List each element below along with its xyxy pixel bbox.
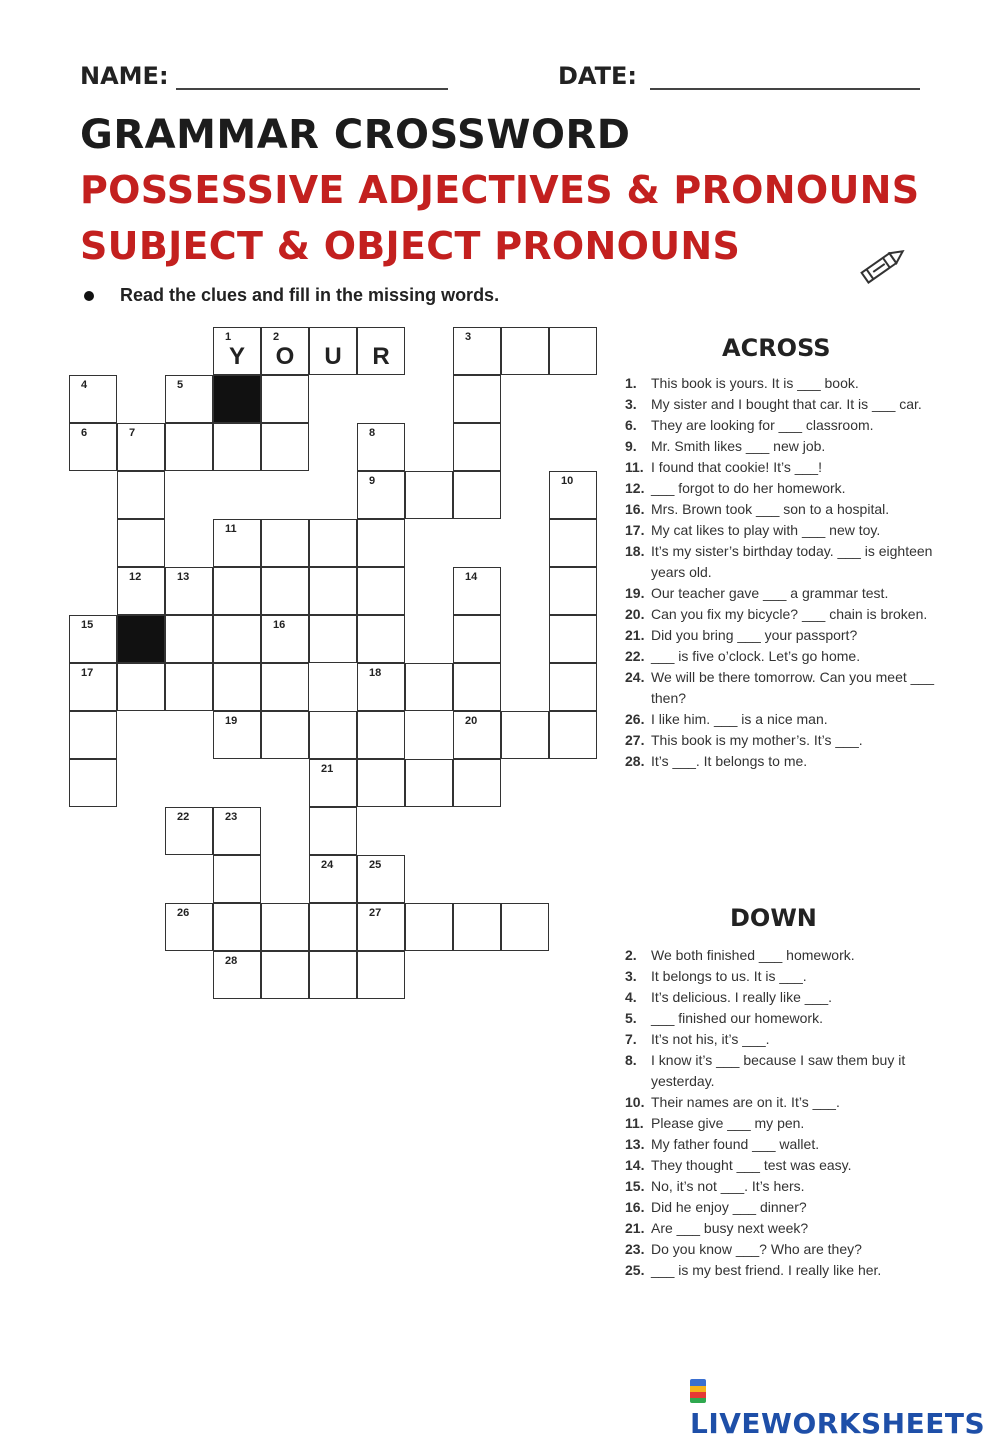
crossword-cell[interactable] [309, 567, 357, 615]
crossword-cell[interactable] [405, 471, 453, 519]
cell-number: 6 [81, 427, 88, 439]
crossword-cell[interactable] [165, 423, 213, 471]
crossword-cell[interactable] [69, 375, 117, 423]
clue-number: 2. [625, 947, 637, 963]
crossword-cell[interactable] [261, 951, 309, 999]
cell-number: 24 [321, 859, 334, 871]
crossword-cell[interactable] [213, 663, 261, 711]
across-clue [625, 457, 935, 478]
clue-text: This book is yours. It is ___ book. [651, 375, 859, 391]
across-clue-list [625, 373, 935, 772]
clue-text: It’s delicious. I really like ___. [651, 989, 833, 1005]
across-clue [625, 583, 935, 604]
clue-text: It’s ___. It belongs to me. [651, 753, 808, 769]
clue-text: We will be there tomorrow. Can you meet ___ then? [651, 669, 934, 706]
crossword-cell[interactable] [117, 519, 165, 567]
clue-text: Did you bring ___ your passport? [651, 627, 858, 643]
crossword-cell[interactable] [309, 615, 357, 663]
cell-number: 12 [129, 571, 142, 583]
crossword-cell[interactable] [69, 759, 117, 807]
across-clue [625, 625, 935, 646]
crossword-cell[interactable] [453, 663, 501, 711]
down-clue [625, 945, 935, 966]
crossword-cell[interactable] [69, 711, 117, 759]
crossword-cell[interactable] [117, 423, 165, 471]
clue-text: They are looking for ___ classroom. [651, 417, 874, 433]
crossword-cell[interactable] [453, 567, 501, 615]
down-clue [625, 1260, 935, 1281]
clue-number: 27. [625, 732, 645, 748]
clue-number: 15. [625, 1178, 645, 1194]
cell-number: 15 [81, 619, 94, 631]
crossword-cell[interactable] [357, 519, 405, 567]
clue-text: My father found ___ wallet. [651, 1136, 820, 1152]
across-clue [625, 478, 935, 499]
clue-text: I know it’s ___ because I saw them buy it yesterday. [651, 1052, 906, 1089]
clue-text: Are ___ busy next week? [651, 1220, 809, 1236]
crossword-cell[interactable] [309, 951, 357, 999]
cell-number: 17 [81, 667, 94, 679]
cell-number: 11 [225, 523, 237, 535]
clue-text: ___ forgot to do her homework. [651, 480, 846, 496]
cell-number: 3 [465, 331, 472, 343]
crossword-cell[interactable] [261, 519, 309, 567]
clue-text: Can you fix my bicycle? ___ chain is broken. [651, 606, 928, 622]
across-clue [625, 373, 935, 394]
crossword-cell[interactable] [309, 903, 357, 951]
cell-letter: Y [228, 343, 245, 370]
cell-number: 14 [465, 571, 478, 583]
down-clue [625, 1092, 935, 1113]
crossword-cell[interactable] [261, 903, 309, 951]
cell-number: 2 [273, 331, 280, 343]
across-clue [625, 394, 935, 415]
instruction-text: Read the clues and fill in the missing words. [120, 285, 500, 305]
crossword-cell[interactable] [549, 519, 597, 567]
cell-number: 5 [177, 379, 184, 391]
cell-letter: R [372, 343, 390, 370]
clue-number: 16. [625, 1199, 645, 1215]
clue-number: 22. [625, 648, 645, 664]
logo-text: LIVEWORKSHEETS [690, 1407, 986, 1440]
cell-number: 16 [273, 619, 286, 631]
clue-number: 1. [625, 375, 637, 391]
crossword-cell[interactable] [405, 903, 453, 951]
crossword-cell[interactable] [165, 567, 213, 615]
crossword-cell[interactable] [357, 423, 405, 471]
clue-number: 3. [625, 396, 637, 412]
clue-number: 26. [625, 711, 645, 727]
clue-number: 7. [625, 1031, 637, 1047]
across-clue [625, 751, 935, 772]
crossword-cell[interactable] [453, 615, 501, 663]
liveworksheets-logo-icon [690, 1379, 706, 1403]
clue-text: It belongs to us. It is ___. [651, 968, 807, 984]
crossword-cell[interactable] [453, 471, 501, 519]
crossword-cell[interactable] [453, 759, 501, 807]
crossword-cell[interactable] [357, 951, 405, 999]
clue-number: 28. [625, 753, 645, 769]
crossword-cell[interactable] [309, 759, 357, 807]
clue-number: 21. [625, 627, 645, 643]
crossword-cell[interactable] [357, 327, 405, 375]
crossword-cell[interactable] [69, 663, 117, 711]
crossword-cell[interactable] [357, 759, 405, 807]
clue-text: It’s not his, it’s ___. [651, 1031, 770, 1047]
crossword-cell[interactable] [453, 903, 501, 951]
crossword-cell[interactable] [309, 711, 357, 759]
cell-number: 25 [369, 859, 382, 871]
crossword-cell[interactable] [165, 663, 213, 711]
crossword-cell[interactable] [165, 903, 213, 951]
crossword-cell[interactable] [357, 855, 405, 903]
cell-number: 20 [465, 715, 478, 727]
cell-number: 13 [177, 571, 190, 583]
clue-number: 16. [625, 501, 645, 517]
clue-number: 12. [625, 480, 645, 496]
across-clue [625, 499, 935, 520]
crossword-cell[interactable] [213, 951, 261, 999]
down-clue [625, 1050, 935, 1092]
clue-number: 9. [625, 438, 637, 454]
crossword-cell[interactable] [549, 327, 597, 375]
cell-number: 22 [177, 811, 190, 823]
crossword-cell[interactable] [453, 375, 501, 423]
cell-letter: O [275, 343, 295, 370]
clue-number: 3. [625, 968, 637, 984]
clue-number: 18. [625, 543, 645, 559]
crossword-cell[interactable] [261, 375, 309, 423]
crossword-cell[interactable] [213, 903, 261, 951]
crossword-block [117, 615, 165, 663]
crossword-cell[interactable] [501, 327, 549, 375]
cell-number: 21 [321, 763, 334, 775]
across-clue [625, 604, 935, 625]
across-clue [625, 520, 935, 541]
crossword-cell[interactable] [261, 567, 309, 615]
down-clue [625, 1155, 935, 1176]
crossword-cell[interactable] [213, 711, 261, 759]
across-clue [625, 709, 935, 730]
page-title: GRAMMAR CROSSWORD [80, 112, 631, 158]
clue-text: Mr. Smith likes ___ new job. [651, 438, 826, 454]
clue-text: My sister and I bought that car. It is ___ car. [651, 396, 922, 412]
crossword-cell[interactable] [549, 615, 597, 663]
name-label: NAME: [80, 62, 169, 90]
clue-text: Please give ___ my pen. [651, 1115, 805, 1131]
down-clue [625, 1239, 935, 1260]
crossword-cell[interactable] [309, 327, 357, 375]
clue-text: ___ is my best friend. I really like her. [651, 1262, 882, 1278]
crossword-cell[interactable] [213, 807, 261, 855]
cell-number: 1 [225, 331, 232, 343]
crossword-cell[interactable] [405, 663, 453, 711]
crossword-cell[interactable] [213, 423, 261, 471]
clue-text: Mrs. Brown took ___ son to a hospital. [651, 501, 890, 517]
clue-text: They thought ___ test was easy. [651, 1157, 852, 1173]
across-clue [625, 436, 935, 457]
crossword-cell[interactable] [309, 807, 357, 855]
clue-number: 5. [625, 1010, 637, 1026]
down-clue [625, 1176, 935, 1197]
clue-number: 10. [625, 1094, 645, 1110]
clue-text: My cat likes to play with ___ new toy. [651, 522, 881, 538]
clue-text: This book is my mother’s. It’s ___. [651, 732, 863, 748]
clue-number: 14. [625, 1157, 645, 1173]
down-clue [625, 987, 935, 1008]
crossword-cell[interactable] [261, 711, 309, 759]
page-subtitle-2: SUBJECT & OBJECT PRONOUNS [80, 224, 741, 268]
crossword-cell[interactable] [261, 423, 309, 471]
clue-text: It’s my sister’s birthday today. ___ is eighteen years old. [651, 543, 933, 580]
cell-letter: U [324, 343, 342, 370]
clue-number: 4. [625, 989, 637, 1005]
across-clue [625, 646, 935, 667]
crossword-cell[interactable] [405, 759, 453, 807]
cell-number: 26 [177, 907, 190, 919]
clue-text: Their names are on it. It’s ___. [651, 1094, 840, 1110]
crossword-cell[interactable] [549, 567, 597, 615]
crossword-cell[interactable] [357, 567, 405, 615]
clue-text: ___ is five o’clock. Let’s go home. [651, 648, 861, 664]
crossword-cell[interactable] [549, 711, 597, 759]
cell-number: 10 [561, 475, 574, 487]
cell-number: 9 [369, 475, 376, 487]
crossword-cell[interactable] [261, 327, 309, 375]
clue-number: 20. [625, 606, 645, 622]
across-heading: ACROSS [722, 334, 831, 362]
crossword-cell[interactable] [309, 855, 357, 903]
crossword-cell[interactable] [357, 903, 405, 951]
crossword-cell[interactable] [357, 711, 405, 759]
clue-number: 13. [625, 1136, 645, 1152]
clue-text: Did he enjoy ___ dinner? [651, 1199, 807, 1215]
down-clue [625, 1218, 935, 1239]
crossword-cell[interactable] [117, 663, 165, 711]
clue-number: 21. [625, 1220, 645, 1236]
crossword-cell[interactable] [117, 471, 165, 519]
crossword-cell[interactable] [213, 855, 261, 903]
cell-number: 7 [129, 427, 136, 439]
cell-number: 4 [81, 379, 88, 391]
clue-number: 11. [625, 1115, 644, 1131]
clue-number: 24. [625, 669, 645, 685]
date-label: DATE: [558, 62, 637, 90]
down-clue [625, 1029, 935, 1050]
crossword-cell[interactable] [165, 807, 213, 855]
clue-number: 11. [625, 459, 644, 475]
crossword-cell[interactable] [213, 327, 261, 375]
crossword-cell[interactable] [69, 423, 117, 471]
crossword-cell[interactable] [165, 615, 213, 663]
across-clue [625, 730, 935, 751]
down-clue [625, 1008, 935, 1029]
page-subtitle-1: POSSESSIVE ADJECTIVES & PRONOUNS [80, 168, 920, 212]
clue-text: No, it’s not ___. It’s hers. [651, 1178, 805, 1194]
crossword-cell[interactable] [501, 903, 549, 951]
down-clue [625, 966, 935, 987]
cell-number: 19 [225, 715, 238, 727]
crossword-cell[interactable] [453, 327, 501, 375]
clue-text: ___ finished our homework. [651, 1010, 823, 1026]
crossword-cell[interactable] [213, 519, 261, 567]
liveworksheets-logo [690, 1374, 1000, 1440]
crossword-cell[interactable] [261, 663, 309, 711]
clue-text: Our teacher gave ___ a grammar test. [651, 585, 889, 601]
crossword-cell[interactable] [549, 663, 597, 711]
clue-number: 25. [625, 1262, 645, 1278]
crossword-cell[interactable] [357, 471, 405, 519]
crossword-cell[interactable] [549, 471, 597, 519]
clue-number: 6. [625, 417, 637, 433]
cell-number: 23 [225, 811, 238, 823]
crossword-cell[interactable] [69, 615, 117, 663]
crossword-cell[interactable] [261, 615, 309, 663]
down-clue-list [625, 945, 935, 1281]
across-clue [625, 541, 935, 583]
cell-number: 8 [369, 427, 376, 439]
down-heading: DOWN [730, 904, 817, 932]
crossword-cell[interactable] [165, 375, 213, 423]
clue-text: We both finished ___ homework. [651, 947, 855, 963]
clue-number: 23. [625, 1241, 645, 1257]
across-clue [625, 667, 935, 709]
crossword-cell[interactable] [501, 711, 549, 759]
crossword-cell[interactable] [357, 615, 405, 663]
crossword-cell[interactable] [453, 423, 501, 471]
clue-number: 19. [625, 585, 645, 601]
cell-number: 18 [369, 667, 382, 679]
clue-text: I found that cookie! It’s ___! [651, 459, 822, 475]
clue-number: 17. [625, 522, 645, 538]
down-clue [625, 1113, 935, 1134]
cell-number: 27 [369, 907, 382, 919]
clue-number: 8. [625, 1052, 637, 1068]
clue-text: Do you know ___? Who are they? [651, 1241, 862, 1257]
across-clue [625, 415, 935, 436]
crossword-cell[interactable] [309, 519, 357, 567]
crossword-block [213, 375, 261, 423]
cell-number: 28 [225, 955, 238, 967]
crossword-cell[interactable] [117, 567, 165, 615]
clue-text: I like him. ___ is a nice man. [651, 711, 828, 727]
crossword-cell[interactable] [357, 663, 405, 711]
crossword-cell[interactable] [213, 615, 261, 663]
down-clue [625, 1197, 935, 1218]
crossword-cell[interactable] [213, 567, 261, 615]
down-clue [625, 1134, 935, 1155]
crossword-cell[interactable] [453, 711, 501, 759]
